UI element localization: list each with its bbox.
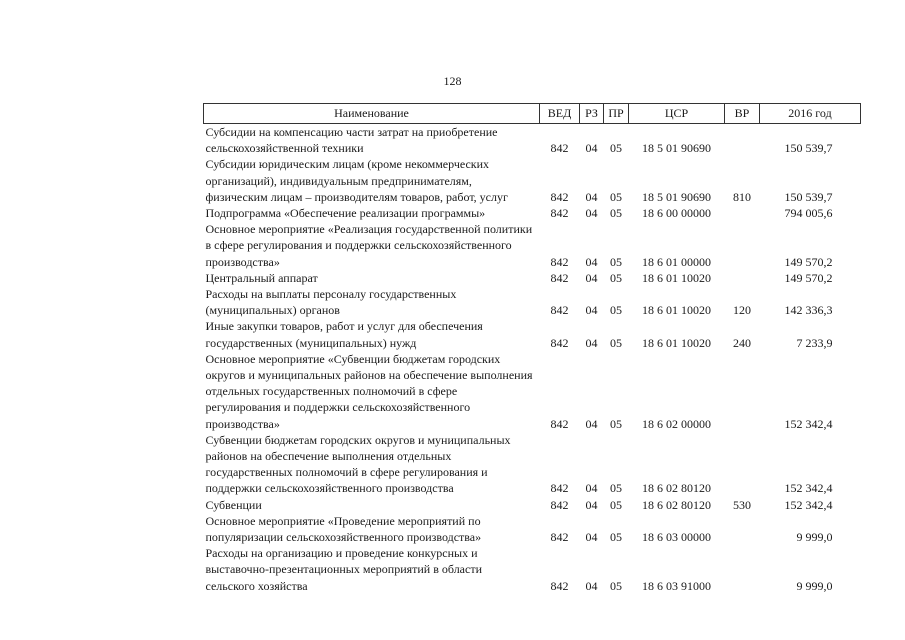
cell-vr: 810 [733,189,751,204]
cell-vr: 120 [733,303,751,318]
cell-name: Центральный аппарат [205,270,318,285]
cell-csr: 18 6 02 80120 [642,497,711,512]
cell-name: Субсидии юридическим лицам (кроме некоммерческих организаций), индивидуальным предпринимателям, физическим лицам – производителям товаров, работ, услуг [205,157,508,204]
cell-amount: 150 539,7 [784,189,833,204]
table-header-row [204,104,861,124]
cell-ved: 842 [550,270,569,285]
cell-csr: 18 5 01 90690 [642,189,711,204]
cell-ved: 842 [550,141,569,156]
cell-vr [725,513,760,545]
cell-rz: 04 [585,141,598,156]
cell-ved: 842 [550,578,569,593]
table-row [204,513,861,545]
cell-vr [725,432,760,497]
cell-amount: 152 342,4 [784,416,833,431]
cell-name: Субсидии на компенсацию части затрат на приобретение сельскохозяйственной техники [205,125,498,156]
cell-name: Основное мероприятие «Субвенции бюджетам городских округов и муниципальных районов на обеспечение выполнения отдельных государственных полномочий в сфере регулирования и поддержки сельскохозяйственного производства» [205,351,533,431]
cell-ved: 842 [550,530,569,545]
cell-rz: 04 [585,206,598,221]
cell-csr: 18 6 01 10020 [642,303,711,318]
cell-csr: 18 6 02 00000 [642,416,711,431]
header-year: 2016 год [760,104,861,124]
cell-csr: 18 5 01 90690 [642,141,711,156]
cell-amount: 9 999,0 [796,578,833,593]
cell-rz: 04 [585,578,598,593]
cell-pr: 05 [610,270,622,285]
table-row [204,545,861,594]
cell-csr: 18 6 03 00000 [642,530,711,545]
cell-pr: 05 [610,254,622,269]
cell-csr: 18 6 01 10020 [642,335,711,350]
cell-rz: 04 [585,303,598,318]
cell-rz: 04 [585,530,598,545]
cell-rz: 04 [585,497,598,512]
cell-ved: 842 [550,303,569,318]
cell-csr: 18 6 03 91000 [642,578,711,593]
cell-amount: 794 005,6 [784,206,833,221]
cell-rz: 04 [585,416,598,431]
cell-vr [725,221,760,270]
cell-ved: 842 [550,481,569,496]
cell-rz: 04 [585,189,598,204]
cell-pr: 05 [610,497,622,512]
header-vr: ВР [725,104,760,124]
table-body [204,124,861,594]
cell-pr: 05 [610,303,622,318]
cell-pr: 05 [610,530,622,545]
header-csr: ЦСР [629,104,725,124]
cell-csr: 18 6 02 80120 [642,481,711,496]
cell-name: Субвенции бюджетам городских округов и муниципальных районов на обеспечение выполнения отдельных государственных полномочий в сфере регулирования и поддержки сельскохозяйственного производства [205,432,511,496]
cell-pr: 05 [610,189,622,204]
cell-amount: 152 342,4 [784,497,833,512]
table-row [204,497,861,513]
cell-vr [725,351,760,432]
header-rz: РЗ [580,104,604,124]
cell-amount: 150 539,7 [784,141,833,156]
header-ved: ВЕД [540,104,580,124]
table-row [204,432,861,497]
cell-ved: 842 [550,206,569,221]
table-row [204,351,861,432]
cell-ved: 842 [550,497,569,512]
cell-pr: 05 [610,141,622,156]
cell-rz: 04 [585,481,598,496]
cell-ved: 842 [550,254,569,269]
cell-vr [725,270,760,286]
cell-vr: 240 [733,335,751,350]
cell-pr: 05 [610,578,622,593]
table-row [204,221,861,270]
header-name: Наименование [204,104,540,124]
cell-rz: 04 [585,335,598,350]
cell-ved: 842 [550,335,569,350]
cell-name: Основное мероприятие «Реализация государственной политики в сфере регулирования и поддержки сельскохозяйственного производства» [205,222,533,269]
table-row [204,270,861,286]
cell-vr: 530 [733,497,751,512]
cell-name: Подпрограмма «Обеспечение реализации программы» [205,206,486,221]
cell-amount: 149 570,2 [784,270,833,285]
table-row [204,124,861,157]
cell-csr: 18 6 00 00000 [642,206,711,221]
cell-csr: 18 6 01 10020 [642,270,711,285]
cell-csr: 18 6 01 00000 [642,254,711,269]
cell-amount: 152 342,4 [784,481,833,496]
cell-amount: 149 570,2 [784,254,833,269]
cell-name: Расходы на выплаты персоналу государственных (муниципальных) органов [205,287,457,318]
table-row [204,286,861,318]
cell-pr: 05 [610,481,622,496]
cell-amount: 142 336,3 [784,303,833,318]
budget-table [203,103,861,594]
cell-rz: 04 [585,254,598,269]
cell-ved: 842 [550,416,569,431]
cell-amount: 7 233,9 [796,335,833,350]
cell-vr [725,205,760,221]
cell-amount: 9 999,0 [796,530,833,545]
cell-name: Основное мероприятие «Проведение мероприятий по популяризации сельскохозяйственного производства» [205,513,482,545]
cell-pr: 05 [610,206,622,221]
cell-vr [725,124,760,157]
table-row [204,156,861,205]
header-pr: ПР [604,104,629,124]
cell-name: Субвенции [205,497,262,512]
page-number: 128 [443,74,462,88]
cell-name: Расходы на организацию и проведение конкурсных и выставочно-презентационных мероприятий в области сельского хозяйства [205,546,482,593]
cell-pr: 05 [610,416,622,431]
cell-name: Иные закупки товаров, работ и услуг для обеспечения государственных (муниципальных) нужд [205,319,483,350]
cell-rz: 04 [585,270,598,285]
table-row [204,205,861,221]
cell-vr [725,545,760,594]
table-row [204,318,861,350]
cell-pr: 05 [610,335,622,350]
cell-ved: 842 [550,189,569,204]
